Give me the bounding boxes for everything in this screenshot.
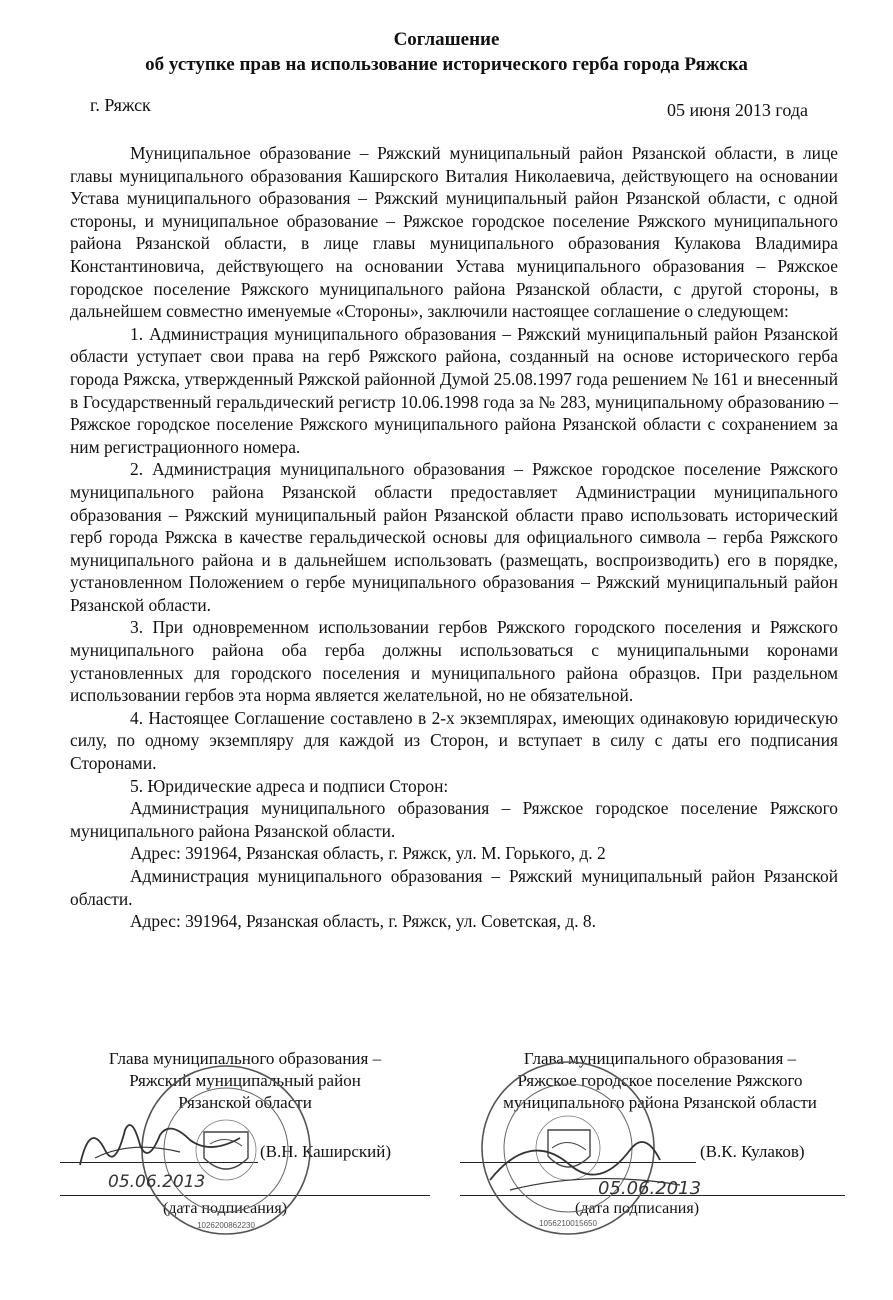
document-title: Соглашение [393,29,500,50]
address-party-2: Адрес: 391964, Рязанская область, г. Ряжск, ул. Советская, д. 8. [130,911,596,932]
clause-3: 3. При одновременном использовании гербов Ряжского городского поселения и Ряжского муниципального района оба герба должны использоваться с муниципальными коронами установленных для городского поселения и муниципального района образцов. При раздельном использовании гербов эта норма является желательной, но не обязательной. [70,617,838,706]
right-role-line-2: Ряжское городское поселение Ряжского [517,1071,803,1090]
document-subtitle: об уступке прав на использование исторического герба города Ряжска [145,54,748,75]
clause-1: 1. Администрация муниципального образования – Ряжский муниципальный район Рязанской области уступает свои права на герб Ряжского района, созданный на основе исторического герба города Ряжска, утвержденный Ряжской районной Думой 25.08.1997 года решением № 161 и внесенный в Государственный геральдический регистр 10.06.1998 года за № 283, муниципальному образованию – Ряжское городское поселение Ряжского муниципального района Рязанской области с сохранением за ним регистрационного номера. [70,323,838,457]
left-date-label: (дата подписания) [163,1200,288,1217]
document-date: 05 июня 2013 года [666,100,808,120]
address-party-1-name: Администрация муниципального образования – Ряжское городское поселение Ряжского муниципального района Рязанской области. [70,798,838,841]
place: г. Ряжск [90,95,151,115]
left-signatory-name: (В.Н. Каширский) [260,1142,392,1161]
clause-4: 4. Настоящее Соглашение составлено в 2-х экземплярах, имеющих одинаковую юридическую силу, по одному экземпляру для каждой из Сторон, и вступает в силу с даты его подписания Сторонами. [70,707,838,774]
left-role-line-1: Глава муниципального образования – [108,1049,382,1068]
right-stamp-ogrn: 1056210015650 [539,1219,597,1228]
preamble-paragraph: Муниципальное образование – Ряжский муниципальный район Рязанской области, в лице главы муниципального образования Каширского Виталия Николаевича, действующего на основании Устава муниципального образования – Ряжский муниципальный район Рязанской области, с одной стороны, и муниципальное образование – Ряжское городское поселение Ряжского муниципального района Рязанской области, в лице главы муниципального образования Кулакова Владимира Константиновича, действующего на основании Устава муниципального образования – Ряжское городское поселение Ряжского муниципального района Рязанской области, с другой стороны, в дальнейшем совместно именуемые «Стороны», заключили настоящее соглашение о следующем: [70,143,838,322]
clause-2: 2. Администрация муниципального образования – Ряжское городское поселение Ряжского муниципального района Рязанской области предоставляет Администрации муниципального образования – Ряжский муниципальный район Рязанской области право использовать исторический герб города Ряжска в качестве геральдической основы для официального символа – герба Ряжского муниципального района и в дальнейшем использовать (размещать, воспроизводить) его в порядке, установленном Положением о гербе муниципального образования – Ряжский муниципальный район Рязанской области. [70,459,838,615]
left-role-line-3: Рязанской области [178,1093,312,1112]
left-handwritten-signature [70,1110,270,1180]
agreement-body [70,142,838,933]
left-handwritten-date: 05.06.2013 [108,1172,206,1192]
left-stamp-ogrn: 1026200862230 [197,1221,255,1230]
right-signatory-name: (В.К. Кулаков) [700,1142,805,1161]
address-party-2-name: Администрация муниципального образования – Ряжский муниципальный район Рязанской области. [70,866,838,909]
address-party-1: Адрес: 391964, Рязанская область, г. Ряжск, ул. М. Горького, д. 2 [130,843,606,864]
right-handwritten-date: 05.06.2013 [598,1178,702,1199]
right-role-line-3: муниципального района Рязанской области [503,1093,817,1112]
right-role-line-1: Глава муниципального образования – [523,1049,797,1068]
right-date-label: (дата подписания) [575,1200,700,1217]
clause-5: 5. Юридические адреса и подписи Сторон: [130,775,449,796]
left-role-line-2: Ряжский муниципальный район [129,1071,361,1090]
